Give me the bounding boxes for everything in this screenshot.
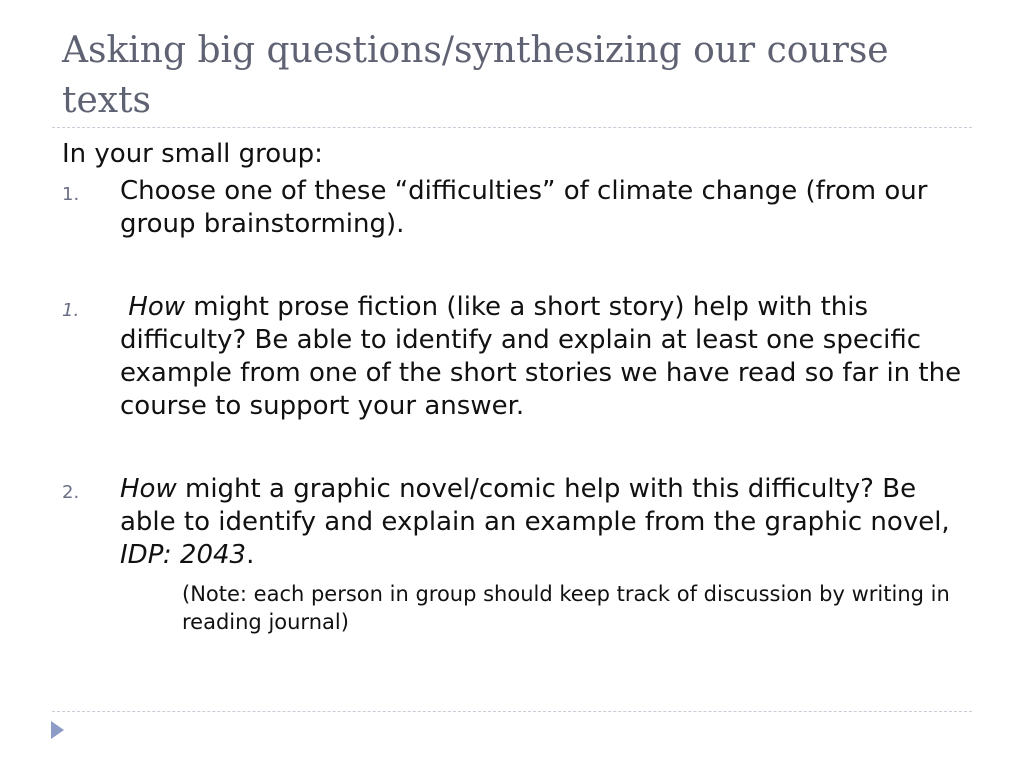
sentence-end: .	[246, 540, 255, 570]
list-number: 1.	[62, 184, 80, 205]
list-number: 1.	[62, 300, 80, 321]
title-divider	[52, 127, 972, 128]
list-item-choose-difficulty	[62, 175, 972, 241]
footer-divider	[52, 711, 972, 712]
emphasis-how: How	[120, 474, 177, 504]
book-title: IDP: 2043	[120, 540, 247, 570]
list-item-prose-fiction	[62, 291, 972, 423]
slide-body	[62, 138, 972, 636]
emphasis-how: How	[128, 292, 185, 322]
list-item-graphic-novel	[62, 473, 972, 572]
prose-question-text: might prose fiction (like a short story) help with this difficulty? Be able to identify and explain at least one specific example from one of the short stories we have read so far in the course to support your answer.	[120, 292, 962, 421]
note-text: (Note: each person in group should keep track of discussion by writing in reading journal)	[182, 582, 950, 634]
list-item-text	[120, 291, 972, 423]
list-number: 2.	[62, 482, 80, 503]
slide-title: Asking big questions/synthesizing our course texts	[62, 30, 889, 121]
list-item-text: Choose one of these “difficulties” of climate change (from our group brainstorming).	[120, 176, 928, 239]
intro-text: In your small group:	[62, 139, 323, 169]
graphic-question-text: might a graphic novel/comic help with this difficulty? Be able to identify and explain an example from the graphic novel,	[120, 474, 950, 537]
list-item-text	[120, 473, 972, 572]
play-triangle-icon[interactable]	[51, 721, 64, 739]
